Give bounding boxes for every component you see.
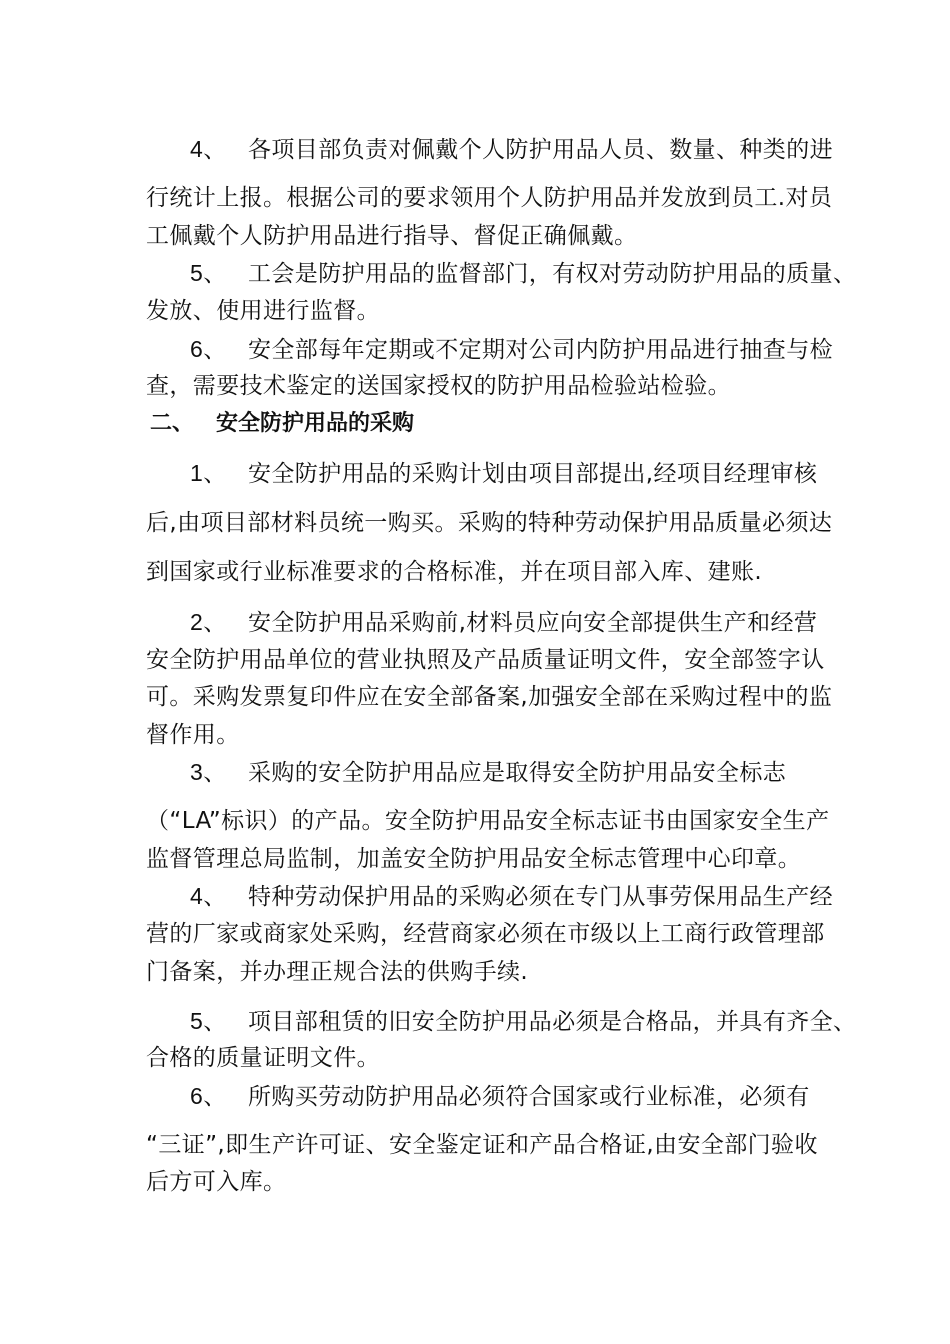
item-text-line: 后,由项目部材料员统一购买。采购的特种劳动保护用品质量必须达 xyxy=(146,510,833,536)
item-text-line: 查，需要技术鉴定的送国家授权的防护用品检验站检验。 xyxy=(146,373,731,399)
item-text: 安全防护用品的采购计划由项目部提出,经项目经理审核 xyxy=(248,461,818,487)
item-text: 项目部租赁的旧安全防护用品必须是合格品，并具有齐全、 xyxy=(248,1009,857,1035)
item-text: 安全部每年定期或不定期对公司内防护用品进行抽查与检 xyxy=(248,337,833,363)
item-number: 4、 xyxy=(190,136,227,162)
item-text-line: 行统计上报。根据公司的要求领用个人防护用品并发放到员工.对员 xyxy=(146,185,833,211)
item-text: 采购的安全防护用品应是取得安全防护用品安全标志 xyxy=(248,760,787,786)
item-text-line: （“LA”标识）的产品。安全防护用品安全标志证书由国家安全生产 xyxy=(146,808,830,834)
item-first-line xyxy=(190,757,786,788)
item-number: 4、 xyxy=(190,883,227,909)
item-first-line xyxy=(190,607,817,638)
item-text-line: 督作用。 xyxy=(146,722,240,748)
item-number: 5、 xyxy=(190,260,227,286)
item-text-line: 后方可入库。 xyxy=(146,1169,287,1195)
item-text-line: 安全防护用品单位的营业执照及产品质量证明文件，安全部签字认 xyxy=(146,647,825,673)
item-text: 所购买劳动防护用品必须符合国家或行业标准，必须有 xyxy=(248,1084,810,1110)
section-heading xyxy=(150,409,414,439)
item-text-line: 工佩戴个人防护用品进行指导、督促正确佩戴。 xyxy=(146,223,638,249)
item-text: 工会是防护用品的监督部门，有权对劳动防护用品的质量、 xyxy=(248,261,857,287)
item-first-line xyxy=(190,334,833,365)
item-number: 5、 xyxy=(190,1008,227,1034)
item-number: 6、 xyxy=(190,336,227,362)
item-first-line xyxy=(190,258,856,289)
item-first-line xyxy=(190,458,817,489)
item-text-line: 发放、使用进行监督。 xyxy=(146,298,380,324)
item-first-line xyxy=(190,1081,810,1112)
item-number: 2、 xyxy=(190,609,227,635)
item-text-line: 可。采购发票复印件应在安全部备案,加强安全部在采购过程中的监 xyxy=(146,684,833,710)
item-first-line xyxy=(190,881,833,912)
item-text-line: 门备案，并办理正规合法的供购手续. xyxy=(146,959,529,985)
item-text: 安全防护用品采购前,材料员应向安全部提供生产和经营 xyxy=(248,610,818,636)
item-text-line: 营的厂家或商家处采购，经营商家必须在市级以上工商行政管理部 xyxy=(146,921,825,947)
item-first-line xyxy=(190,134,833,165)
item-text-line: 合格的质量证明文件。 xyxy=(146,1045,380,1071)
item-number: 1、 xyxy=(190,460,227,486)
section-number: 二、 xyxy=(150,411,195,436)
item-number: 3、 xyxy=(190,759,227,785)
item-number: 6、 xyxy=(190,1083,227,1109)
section-title: 安全防护用品的采购 xyxy=(216,411,415,436)
item-text-line: “三证”,即生产许可证、安全鉴定证和产品合格证,由安全部门验收 xyxy=(146,1132,818,1158)
item-text-line: 监督管理总局监制，加盖安全防护用品安全标志管理中心印章。 xyxy=(146,846,802,872)
item-text: 各项目部负责对佩戴个人防护用品人员、数量、种类的进 xyxy=(248,137,833,163)
item-text: 特种劳动保护用品的采购必须在专门从事劳保用品生产经 xyxy=(248,884,833,910)
item-text-line: 到国家或行业标准要求的合格标准，并在项目部入库、建账. xyxy=(146,559,763,585)
item-first-line xyxy=(190,1006,856,1037)
